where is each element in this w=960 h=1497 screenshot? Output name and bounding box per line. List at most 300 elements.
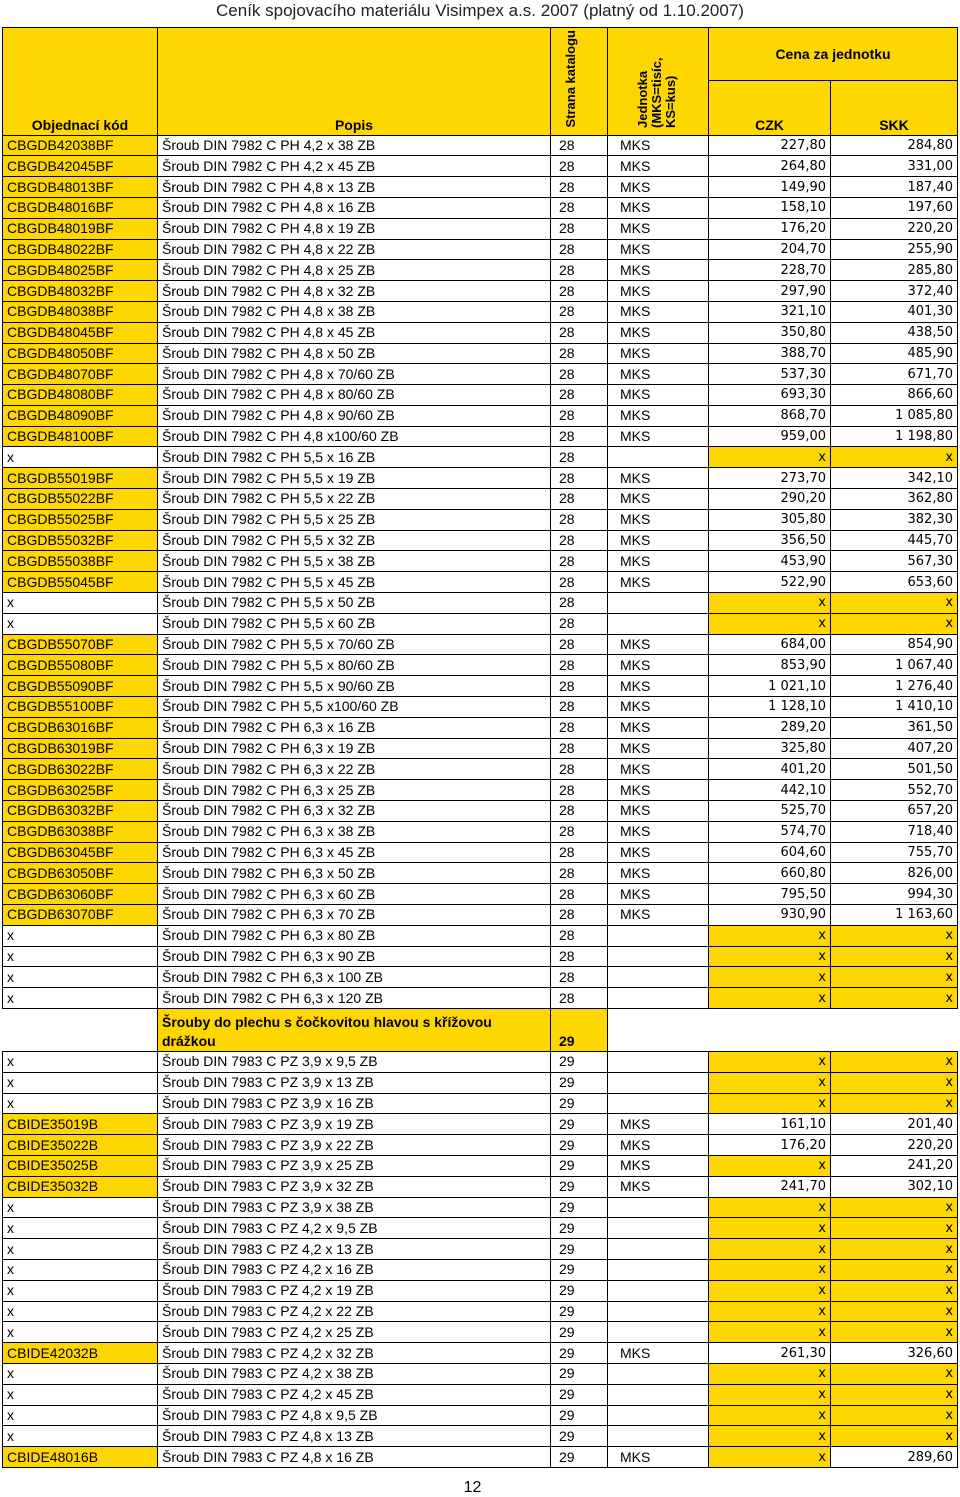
table-row	[3, 1363, 958, 1384]
price-czk-cell: 356,50	[709, 530, 831, 551]
description-cell: Šroub DIN 7982 C PH 6,3 x 32 ZB	[158, 801, 551, 822]
catalog-page-cell: 29	[551, 1093, 608, 1114]
description-cell: Šroub DIN 7982 C PH 5,5 x 16 ZB	[158, 447, 551, 468]
price-skk-cell: 1 198,80	[831, 426, 958, 447]
table-row	[3, 530, 958, 551]
price-skk-cell: 1 276,40	[831, 676, 958, 697]
price-czk-cell: 574,70	[709, 821, 831, 842]
order-code-cell: CBGDB55090BF	[3, 676, 158, 697]
catalog-page-cell: 28	[551, 197, 608, 218]
description-cell: Šroub DIN 7982 C PH 4,8 x 22 ZB	[158, 239, 551, 260]
table-row	[3, 447, 958, 468]
unit-cell: MKS	[608, 1155, 709, 1176]
unit-cell	[608, 1280, 709, 1301]
price-skk-cell: 854,90	[831, 634, 958, 655]
header-order-code: Objednací kód	[3, 28, 158, 136]
catalog-page-cell: 28	[551, 218, 608, 239]
unit-cell: MKS	[608, 177, 709, 198]
table-row	[3, 655, 958, 676]
catalog-page-cell: 28	[551, 905, 608, 926]
table-row	[3, 801, 958, 822]
order-code-cell: CBGDB48090BF	[3, 405, 158, 426]
table-row	[3, 988, 958, 1009]
description-cell: Šroub DIN 7983 C PZ 4,8 x 16 ZB	[158, 1447, 551, 1468]
description-cell: Šroub DIN 7982 C PH 6,3 x 60 ZB	[158, 884, 551, 905]
order-code-cell: CBGDB55080BF	[3, 655, 158, 676]
description-cell: Šroub DIN 7983 C PZ 3,9 x 22 ZB	[158, 1135, 551, 1156]
price-czk-cell: x	[709, 1447, 831, 1468]
price-skk-cell: x	[831, 925, 958, 946]
table-row	[3, 1114, 958, 1135]
unit-cell: MKS	[608, 197, 709, 218]
price-czk-cell: 261,30	[709, 1343, 831, 1364]
description-cell: Šroub DIN 7982 C PH 5,5 x 60 ZB	[158, 613, 551, 634]
price-skk-cell: x	[831, 946, 958, 967]
section-blank-cell	[831, 1009, 958, 1052]
unit-cell	[608, 1426, 709, 1447]
price-skk-cell: 197,60	[831, 197, 958, 218]
description-cell: Šroub DIN 7983 C PZ 4,2 x 25 ZB	[158, 1322, 551, 1343]
catalog-page-cell: 28	[551, 946, 608, 967]
price-skk-cell: 552,70	[831, 780, 958, 801]
order-code-cell: x	[3, 1093, 158, 1114]
catalog-page-cell: 28	[551, 884, 608, 905]
order-code-cell: x	[3, 1239, 158, 1260]
price-czk-cell: 401,20	[709, 759, 831, 780]
unit-cell: MKS	[608, 821, 709, 842]
price-czk-cell: 350,80	[709, 322, 831, 343]
description-cell: Šroub DIN 7983 C PZ 3,9 x 25 ZB	[158, 1155, 551, 1176]
price-skk-cell: 994,30	[831, 884, 958, 905]
order-code-cell: CBGDB48025BF	[3, 260, 158, 281]
price-skk-cell: 657,20	[831, 801, 958, 822]
price-czk-cell: 176,20	[709, 218, 831, 239]
price-czk-cell: 321,10	[709, 301, 831, 322]
table-row	[3, 1135, 958, 1156]
unit-cell: MKS	[608, 281, 709, 302]
order-code-cell: CBGDB42045BF	[3, 156, 158, 177]
unit-cell	[608, 1052, 709, 1073]
description-cell: Šroub DIN 7983 C PZ 4,8 x 13 ZB	[158, 1426, 551, 1447]
description-cell: Šroub DIN 7982 C PH 6,3 x 19 ZB	[158, 738, 551, 759]
table-row	[3, 863, 958, 884]
unit-cell: MKS	[608, 156, 709, 177]
price-czk-cell: 388,70	[709, 343, 831, 364]
price-skk-cell: 302,10	[831, 1176, 958, 1197]
description-cell: Šroub DIN 7983 C PZ 4,2 x 9,5 ZB	[158, 1218, 551, 1239]
unit-cell: MKS	[608, 863, 709, 884]
unit-cell	[608, 1405, 709, 1426]
description-cell: Šroub DIN 7983 C PZ 3,9 x 13 ZB	[158, 1072, 551, 1093]
price-skk-cell: x	[831, 593, 958, 614]
unit-cell: MKS	[608, 301, 709, 322]
order-code-cell: x	[3, 1301, 158, 1322]
unit-cell: MKS	[608, 135, 709, 156]
description-cell: Šroub DIN 7982 C PH 4,8 x 90/60 ZB	[158, 405, 551, 426]
page-number: 12	[463, 1479, 482, 1496]
order-code-cell: x	[3, 593, 158, 614]
price-skk-cell: 653,60	[831, 572, 958, 593]
description-cell: Šroub DIN 7982 C PH 6,3 x 120 ZB	[158, 988, 551, 1009]
order-code-cell: CBGDB63045BF	[3, 842, 158, 863]
catalog-page-cell: 29	[551, 1343, 608, 1364]
price-skk-cell: 718,40	[831, 821, 958, 842]
order-code-cell: CBGDB48016BF	[3, 197, 158, 218]
table-row	[3, 697, 958, 718]
table-row	[3, 468, 958, 489]
table-row	[3, 509, 958, 530]
table-row	[3, 364, 958, 385]
order-code-cell: x	[3, 1052, 158, 1073]
description-cell: Šroub DIN 7983 C PZ 3,9 x 19 ZB	[158, 1114, 551, 1135]
order-code-cell: CBGDB48080BF	[3, 385, 158, 406]
description-cell: Šroub DIN 7982 C PH 4,8 x100/60 ZB	[158, 426, 551, 447]
price-czk-cell: 204,70	[709, 239, 831, 260]
price-skk-cell: x	[831, 1259, 958, 1280]
unit-cell: MKS	[608, 322, 709, 343]
table-row	[3, 717, 958, 738]
catalog-page-cell: 28	[551, 551, 608, 572]
order-code-cell: CBGDB63016BF	[3, 717, 158, 738]
price-czk-cell: 660,80	[709, 863, 831, 884]
unit-cell	[608, 1301, 709, 1322]
order-code-cell: CBGDB48050BF	[3, 343, 158, 364]
price-skk-cell: 372,40	[831, 281, 958, 302]
description-cell: Šroub DIN 7982 C PH 6,3 x 45 ZB	[158, 842, 551, 863]
section-blank-cell	[608, 1009, 709, 1052]
description-cell: Šroub DIN 7982 C PH 4,8 x 45 ZB	[158, 322, 551, 343]
price-czk-cell: 442,10	[709, 780, 831, 801]
order-code-cell: CBGDB48022BF	[3, 239, 158, 260]
description-cell: Šroub DIN 7982 C PH 5,5 x 80/60 ZB	[158, 655, 551, 676]
unit-cell: MKS	[608, 364, 709, 385]
price-czk-cell: 228,70	[709, 260, 831, 281]
section-row	[3, 1009, 958, 1052]
price-skk-cell: 331,00	[831, 156, 958, 177]
description-cell: Šroub DIN 7982 C PH 5,5 x 45 ZB	[158, 572, 551, 593]
table-row	[3, 676, 958, 697]
unit-cell: MKS	[608, 239, 709, 260]
unit-cell: MKS	[608, 842, 709, 863]
price-czk-cell: x	[709, 1363, 831, 1384]
description-cell: Šroub DIN 7982 C PH 6,3 x 16 ZB	[158, 717, 551, 738]
price-skk-cell: 501,50	[831, 759, 958, 780]
order-code-cell: CBGDB63025BF	[3, 780, 158, 801]
price-skk-cell: x	[831, 967, 958, 988]
table-row	[3, 759, 958, 780]
catalog-page-cell: 29	[551, 1155, 608, 1176]
catalog-page-cell: 29	[551, 1447, 608, 1468]
order-code-cell: CBGDB63038BF	[3, 821, 158, 842]
price-skk-cell: 755,70	[831, 842, 958, 863]
unit-cell	[608, 967, 709, 988]
catalog-page-cell: 29	[551, 1322, 608, 1343]
price-czk-cell: x	[709, 1322, 831, 1343]
unit-cell	[608, 925, 709, 946]
catalog-page-cell: 28	[551, 572, 608, 593]
unit-cell: MKS	[608, 1114, 709, 1135]
description-cell: Šroub DIN 7983 C PZ 4,8 x 9,5 ZB	[158, 1405, 551, 1426]
table-row	[3, 1384, 958, 1405]
price-czk-cell: 1 128,10	[709, 697, 831, 718]
catalog-page-cell: 28	[551, 676, 608, 697]
order-code-cell: x	[3, 988, 158, 1009]
table-row	[3, 177, 958, 198]
price-czk-cell: x	[709, 1093, 831, 1114]
description-cell: Šroub DIN 7982 C PH 4,8 x 13 ZB	[158, 177, 551, 198]
table-row	[3, 239, 958, 260]
table-row	[3, 1405, 958, 1426]
price-czk-cell: 1 021,10	[709, 676, 831, 697]
catalog-page-cell: 28	[551, 738, 608, 759]
order-code-cell: CBIDE35025B	[3, 1155, 158, 1176]
unit-cell	[608, 613, 709, 634]
table-row	[3, 301, 958, 322]
order-code-cell: CBGDB48045BF	[3, 322, 158, 343]
description-cell: Šroub DIN 7983 C PZ 4,2 x 38 ZB	[158, 1363, 551, 1384]
price-skk-cell: x	[831, 1322, 958, 1343]
table-row	[3, 1343, 958, 1364]
price-czk-cell: 930,90	[709, 905, 831, 926]
catalog-page-cell: 28	[551, 281, 608, 302]
unit-cell: MKS	[608, 655, 709, 676]
price-czk-cell: x	[709, 1280, 831, 1301]
price-czk-cell: x	[709, 1052, 831, 1073]
order-code-cell: x	[3, 1197, 158, 1218]
section-blank-cell	[709, 1009, 831, 1052]
description-cell: Šroub DIN 7982 C PH 5,5 x 90/60 ZB	[158, 676, 551, 697]
order-code-cell: CBGDB63070BF	[3, 905, 158, 926]
unit-cell: MKS	[608, 218, 709, 239]
section-page: 29	[551, 1009, 608, 1052]
order-code-cell: CBGDB48038BF	[3, 301, 158, 322]
order-code-cell: CBIDE35022B	[3, 1135, 158, 1156]
price-czk-cell: 795,50	[709, 884, 831, 905]
price-skk-cell: 826,00	[831, 863, 958, 884]
price-skk-cell: x	[831, 1301, 958, 1322]
catalog-page-cell: 28	[551, 925, 608, 946]
table-row	[3, 1280, 958, 1301]
table-row	[3, 593, 958, 614]
table-row	[3, 1322, 958, 1343]
table-row	[3, 489, 958, 510]
price-czk-cell: x	[709, 1301, 831, 1322]
price-skk-cell: 241,20	[831, 1155, 958, 1176]
catalog-page-cell: 28	[551, 385, 608, 406]
unit-cell: MKS	[608, 738, 709, 759]
catalog-page-cell: 29	[551, 1384, 608, 1405]
description-cell: Šroub DIN 7982 C PH 4,8 x 16 ZB	[158, 197, 551, 218]
price-skk-cell: 201,40	[831, 1114, 958, 1135]
unit-cell: MKS	[608, 509, 709, 530]
order-code-cell: x	[3, 447, 158, 468]
price-skk-cell: 326,60	[831, 1343, 958, 1364]
price-skk-cell: 285,80	[831, 260, 958, 281]
header-skk: SKK	[831, 81, 958, 135]
unit-cell	[608, 1363, 709, 1384]
catalog-page-cell: 29	[551, 1301, 608, 1322]
order-code-cell: x	[3, 967, 158, 988]
table-row	[3, 322, 958, 343]
catalog-page-cell: 28	[551, 405, 608, 426]
catalog-page-cell: 29	[551, 1218, 608, 1239]
table-row	[3, 842, 958, 863]
price-skk-cell: 255,90	[831, 239, 958, 260]
price-skk-cell: x	[831, 1197, 958, 1218]
price-czk-cell: x	[709, 925, 831, 946]
order-code-cell: CBGDB63060BF	[3, 884, 158, 905]
price-skk-cell: 1 067,40	[831, 655, 958, 676]
order-code-cell: CBIDE42032B	[3, 1343, 158, 1364]
order-code-cell: CBGDB63019BF	[3, 738, 158, 759]
description-cell: Šroub DIN 7982 C PH 6,3 x 100 ZB	[158, 967, 551, 988]
unit-cell: MKS	[608, 426, 709, 447]
price-skk-cell: 1 163,60	[831, 905, 958, 926]
price-czk-cell: 853,90	[709, 655, 831, 676]
catalog-page-cell: 28	[551, 447, 608, 468]
description-cell: Šroub DIN 7982 C PH 4,2 x 45 ZB	[158, 156, 551, 177]
unit-cell: MKS	[608, 634, 709, 655]
description-cell: Šroub DIN 7982 C PH 6,3 x 38 ZB	[158, 821, 551, 842]
order-code-cell: CBGDB42038BF	[3, 135, 158, 156]
price-skk-cell: x	[831, 1384, 958, 1405]
catalog-page-cell: 28	[551, 177, 608, 198]
table-row	[3, 572, 958, 593]
price-czk-cell: 158,10	[709, 197, 831, 218]
price-skk-cell: x	[831, 1052, 958, 1073]
order-code-cell: CBIDE35019B	[3, 1114, 158, 1135]
catalog-page-cell: 29	[551, 1176, 608, 1197]
table-row	[3, 738, 958, 759]
price-czk-cell: x	[709, 946, 831, 967]
catalog-page-cell: 28	[551, 655, 608, 676]
order-code-cell: x	[3, 1072, 158, 1093]
price-czk-cell: 264,80	[709, 156, 831, 177]
price-czk-cell: 149,90	[709, 177, 831, 198]
catalog-page-cell: 28	[551, 988, 608, 1009]
unit-cell: MKS	[608, 1447, 709, 1468]
table-row	[3, 780, 958, 801]
price-skk-cell: 1 410,10	[831, 697, 958, 718]
price-czk-cell: x	[709, 1384, 831, 1405]
table-row	[3, 1197, 958, 1218]
table-row	[3, 551, 958, 572]
unit-cell	[608, 1239, 709, 1260]
catalog-page-cell: 29	[551, 1280, 608, 1301]
table-row	[3, 405, 958, 426]
price-skk-cell: 284,80	[831, 135, 958, 156]
catalog-page-cell: 28	[551, 239, 608, 260]
price-czk-cell: 522,90	[709, 572, 831, 593]
price-skk-cell: 445,70	[831, 530, 958, 551]
section-title: Šrouby do plechu s čočkovitou hlavou s křížovou drážkou	[158, 1009, 551, 1052]
price-skk-cell: x	[831, 1426, 958, 1447]
price-skk-cell: 407,20	[831, 738, 958, 759]
order-code-cell: CBGDB55100BF	[3, 697, 158, 718]
order-code-cell: x	[3, 613, 158, 634]
catalog-page-cell: 29	[551, 1405, 608, 1426]
unit-cell: MKS	[608, 780, 709, 801]
table-row	[3, 281, 958, 302]
table-row	[3, 260, 958, 281]
price-czk-cell: x	[709, 1072, 831, 1093]
table-row	[3, 821, 958, 842]
order-code-cell: x	[3, 1405, 158, 1426]
table-row	[3, 613, 958, 634]
catalog-page-cell: 29	[551, 1426, 608, 1447]
table-row	[3, 1259, 958, 1280]
order-code-cell: x	[3, 1280, 158, 1301]
unit-cell: MKS	[608, 405, 709, 426]
description-cell: Šroub DIN 7982 C PH 6,3 x 50 ZB	[158, 863, 551, 884]
price-czk-cell: 290,20	[709, 489, 831, 510]
unit-cell	[608, 946, 709, 967]
description-cell: Šroub DIN 7982 C PH 5,5 x 32 ZB	[158, 530, 551, 551]
table-row	[3, 967, 958, 988]
catalog-page-cell: 29	[551, 1197, 608, 1218]
order-code-cell: CBGDB63032BF	[3, 801, 158, 822]
description-cell: Šroub DIN 7982 C PH 5,5 x 38 ZB	[158, 551, 551, 572]
catalog-page-cell: 28	[551, 364, 608, 385]
table-row	[3, 343, 958, 364]
table-row	[3, 1218, 958, 1239]
description-cell: Šroub DIN 7982 C PH 4,2 x 38 ZB	[158, 135, 551, 156]
catalog-page-cell: 29	[551, 1259, 608, 1280]
section-blank-cell	[3, 1009, 158, 1052]
description-cell: Šroub DIN 7982 C PH 5,5 x 50 ZB	[158, 593, 551, 614]
price-skk-cell: x	[831, 1363, 958, 1384]
order-code-cell: CBGDB63050BF	[3, 863, 158, 884]
price-skk-cell: x	[831, 613, 958, 634]
table-row	[3, 385, 958, 406]
table-row	[3, 1155, 958, 1176]
price-skk-cell: x	[831, 1239, 958, 1260]
price-czk-cell: 241,70	[709, 1176, 831, 1197]
description-cell: Šroub DIN 7983 C PZ 4,2 x 16 ZB	[158, 1259, 551, 1280]
unit-cell: MKS	[608, 385, 709, 406]
table-row	[3, 1176, 958, 1197]
catalog-page-cell: 29	[551, 1114, 608, 1135]
header-catalog-page	[551, 28, 608, 136]
price-czk-cell: 325,80	[709, 738, 831, 759]
description-cell: Šroub DIN 7982 C PH 6,3 x 70 ZB	[158, 905, 551, 926]
unit-cell: MKS	[608, 1135, 709, 1156]
catalog-page-cell: 28	[551, 634, 608, 655]
order-code-cell: CBGDB55022BF	[3, 489, 158, 510]
price-czk-cell: 289,20	[709, 717, 831, 738]
table-row	[3, 1093, 958, 1114]
price-skk-cell: x	[831, 988, 958, 1009]
catalog-page-cell: 28	[551, 509, 608, 530]
description-cell: Šroub DIN 7982 C PH 5,5 x100/60 ZB	[158, 697, 551, 718]
order-code-cell: x	[3, 1259, 158, 1280]
description-cell: Šroub DIN 7982 C PH 4,8 x 50 ZB	[158, 343, 551, 364]
order-code-cell: CBGDB48019BF	[3, 218, 158, 239]
description-cell: Šroub DIN 7982 C PH 4,8 x 19 ZB	[158, 218, 551, 239]
order-code-cell: CBGDB63022BF	[3, 759, 158, 780]
price-czk-cell: 161,10	[709, 1114, 831, 1135]
price-czk-cell: 297,90	[709, 281, 831, 302]
table-row	[3, 218, 958, 239]
description-cell: Šroub DIN 7982 C PH 6,3 x 90 ZB	[158, 946, 551, 967]
catalog-page-cell: 28	[551, 821, 608, 842]
description-cell: Šroub DIN 7982 C PH 4,8 x 80/60 ZB	[158, 385, 551, 406]
order-code-cell: CBIDE35032B	[3, 1176, 158, 1197]
price-czk-cell: 227,80	[709, 135, 831, 156]
catalog-page-cell: 28	[551, 343, 608, 364]
price-skk-cell: x	[831, 1072, 958, 1093]
header-unit-label: Jednotka (MKS=tisíc, KS=kus)	[634, 57, 678, 128]
